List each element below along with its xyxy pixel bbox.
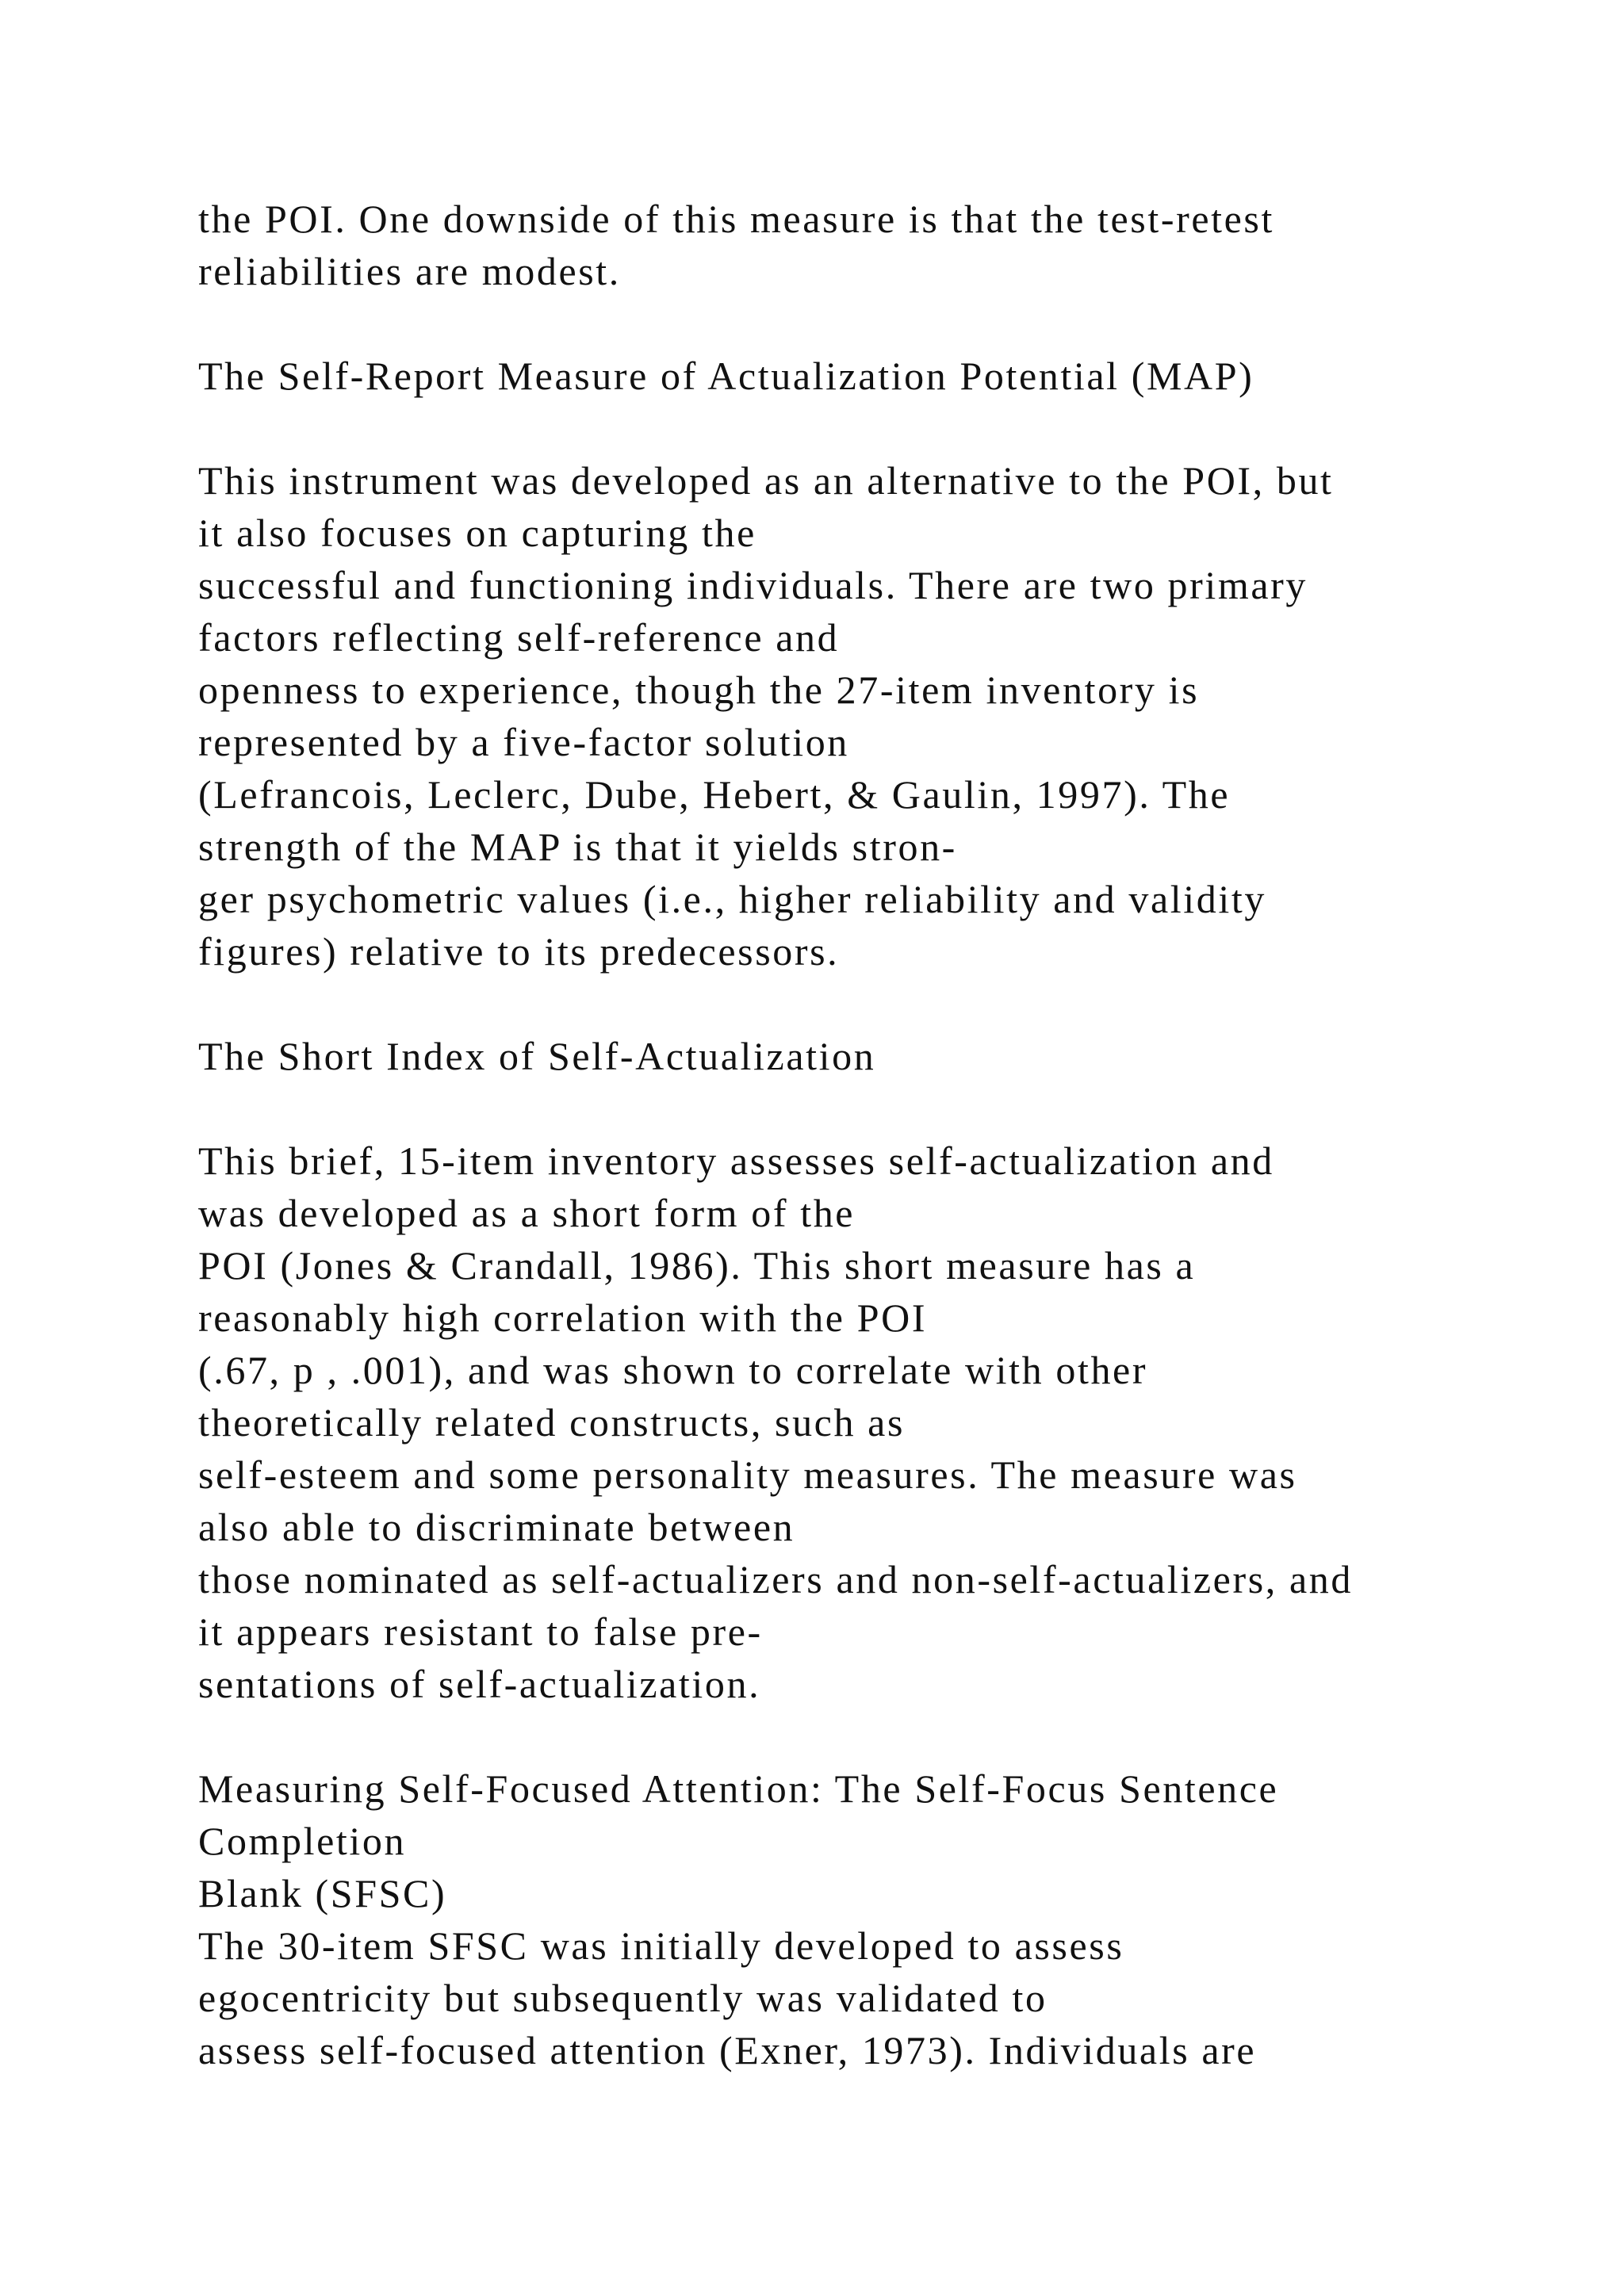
document-body [198, 193, 1594, 2076]
text-line: openness to experience, though the 27-item inventory is [198, 668, 1200, 712]
blank-line [198, 402, 1594, 454]
section-heading: The Short Index of Self-Actualization [198, 1034, 876, 1078]
text-line: successful and functioning individuals. There are two primary [198, 563, 1308, 607]
text-line: those nominated as self-actualizers and non-self-actualizers, and [198, 1557, 1353, 1601]
text-line: (.67, p , .001), and was shown to correlate with other [198, 1348, 1148, 1392]
blank-line [198, 297, 1594, 350]
blank-line [198, 1710, 1594, 1762]
text-line: This instrument was developed as an alternative to the POI, but [198, 458, 1334, 503]
text-line: represented by a five-factor solution [198, 720, 849, 764]
blank-line [198, 1082, 1594, 1135]
text-line: egocentricity but subsequently was validated to [198, 1976, 1048, 2020]
text-line: assess self-focused attention (Exner, 1973). Individuals are [198, 2028, 1257, 2072]
text-line: figures) relative to its predecessors. [198, 929, 840, 974]
text-line: it appears resistant to false pre- [198, 1609, 763, 1654]
text-line: POI (Jones & Crandall, 1986). This short measure has a [198, 1243, 1196, 1288]
section-heading: Blank (SFSC) [198, 1871, 447, 1915]
text-line: self-esteem and some personality measures. The measure was [198, 1452, 1297, 1497]
text-line: theoretically related constructs, such as [198, 1400, 906, 1445]
text-line: reasonably high correlation with the POI [198, 1295, 928, 1340]
text-line: it also focuses on capturing the [198, 511, 756, 555]
text-line: the POI. One downside of this measure is that the test-retest [198, 197, 1274, 241]
text-line: (Lefrancois, Leclerc, Dube, Hebert, & Gaulin, 1997). The [198, 772, 1231, 817]
text-line: ger psychometric values (i.e., higher reliability and validity [198, 877, 1266, 921]
text-line: also able to discriminate between [198, 1505, 795, 1549]
text-line: This brief, 15-item inventory assesses self-actualization and [198, 1138, 1274, 1183]
text-line: strength of the MAP is that it yields stron- [198, 825, 957, 869]
text-line: was developed as a short form of the [198, 1191, 856, 1235]
text-line: The 30-item SFSC was initially developed to assess [198, 1923, 1124, 1968]
text-line: factors reflecting self-reference and [198, 615, 840, 660]
text-line: reliabilities are modest. [198, 249, 621, 293]
text-line: sentations of self-actualization. [198, 1662, 761, 1706]
blank-line [198, 978, 1594, 1030]
section-heading: Measuring Self-Focused Attention: The Self-Focus Sentence [198, 1766, 1279, 1811]
section-heading: The Self-Report Measure of Actualization Potential (MAP) [198, 354, 1254, 398]
section-heading: Completion [198, 1819, 407, 1863]
